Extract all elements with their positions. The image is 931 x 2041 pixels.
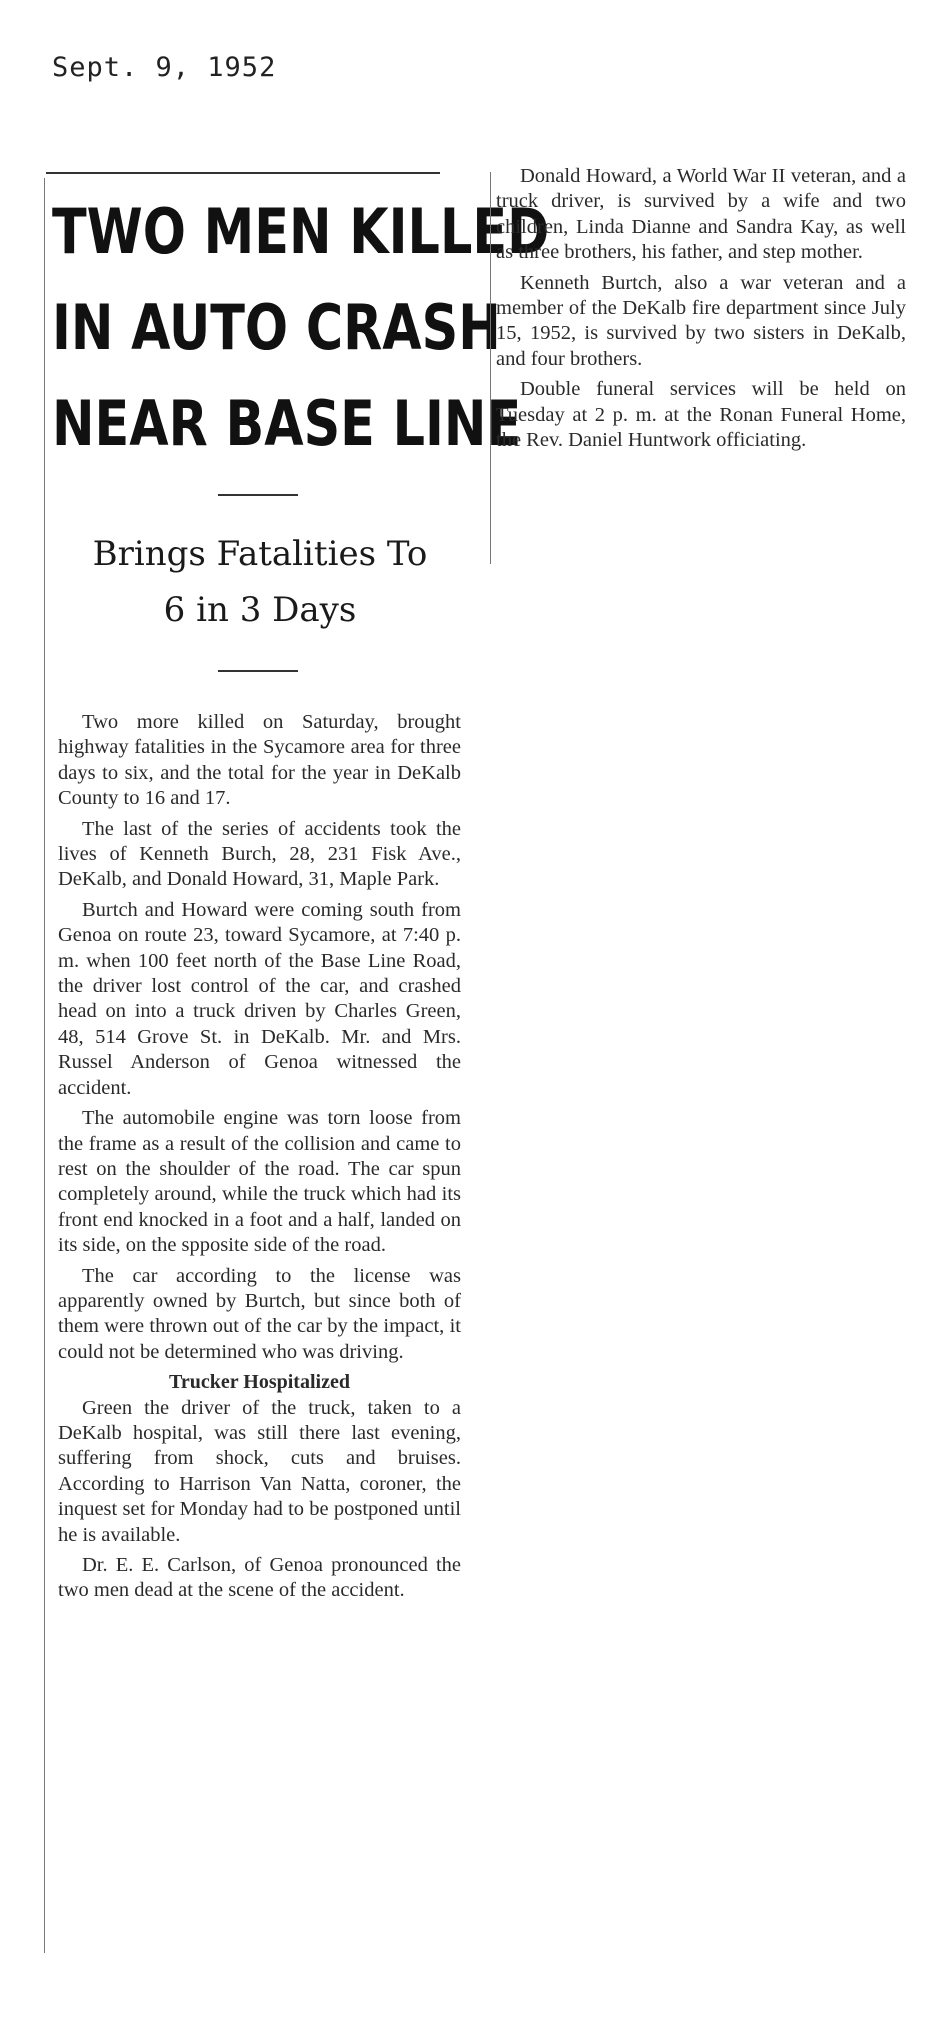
paragraph: Donald Howard, a World War II veteran, and a truck driver, is survived by a wife and two children, Linda Dianne and Sandra Kay, as well as three brothers, his father, and step mother. [496, 165, 906, 264]
column-left-border [44, 178, 45, 1953]
headline [52, 184, 550, 472]
paragraph: The car according to the license was apparently owned by Burtch, but since both of them were thrown out of the car by the impact, it could not be determined who was driving. [58, 1264, 461, 1363]
article-body-left [58, 710, 461, 1609]
headline-divider [218, 494, 298, 496]
paragraph: The automobile engine was torn loose from the frame as a result of the collision and came to rest on the shoulder of the road. The car spun completely around, while the truck which had its front end knocked in a foot and a half, landed on its side, on the spposite side of the road. [58, 1107, 461, 1257]
right-column-border [490, 172, 491, 564]
paragraph: Double funeral services will be held on Tuesday at 2 p. m. at the Ronan Funeral Home, the Rev. Daniel Huntwork officiating. [496, 378, 906, 452]
paragraph: Green the driver of the truck, taken to a DeKalb hospital, was still there last evening, suffering from shock, cuts and bruises. According to Harrison Van Natta, coroner, the inquest set for Monday had to be postponed until he is available. [58, 1396, 461, 1546]
paragraph: Two more killed on Saturday, brought highway fatalities in the Sycamore area for three days to six, and the total for the year in DeKalb County to 16 and 17. [58, 711, 461, 810]
article-body-right [496, 164, 906, 458]
paragraph: Kenneth Burtch, also a war veteran and a member of the DeKalb fire department since July 15, 1952, is survived by two sisters in DeKalb, and four brothers. [496, 271, 906, 370]
column-top-rule [46, 172, 440, 174]
subheadline-divider [218, 670, 298, 672]
section-subhead: Trucker Hospitalized [169, 1371, 350, 1394]
paragraph: Burtch and Howard were coming south from Genoa on route 23, toward Sycamore, at 7:40 p. m. when 100 feet north of the Base Line Road, the driver lost control of the car, and crashed head on into a truck driven by Charles Green, 48, 514 Grove St. in DeKalb. Mr. and Mrs. Russel Anderson of Genoa witnessed the accident. [58, 898, 461, 1099]
subheadline [50, 526, 470, 638]
subheadline-line-1: Brings Fatalities To [92, 534, 428, 574]
headline-line-2: IN AUTO CRASH [52, 291, 501, 364]
headline-line-3: NEAR BASE LINE [52, 387, 522, 460]
paragraph: The last of the series of accidents took the lives of Kenneth Burch, 28, 231 Fisk Ave., DeKalb, and Donald Howard, 31, Maple Park. [58, 817, 461, 891]
paragraph: Dr. E. E. Carlson, of Genoa pronounced the two men dead at the scene of the accident. [58, 1554, 461, 1602]
clipping-date: Sept. 9, 1952 [52, 52, 277, 83]
subheadline-line-2: 6 in 3 Days [163, 590, 357, 630]
headline-line-1: TWO MEN KILLED [52, 195, 550, 268]
